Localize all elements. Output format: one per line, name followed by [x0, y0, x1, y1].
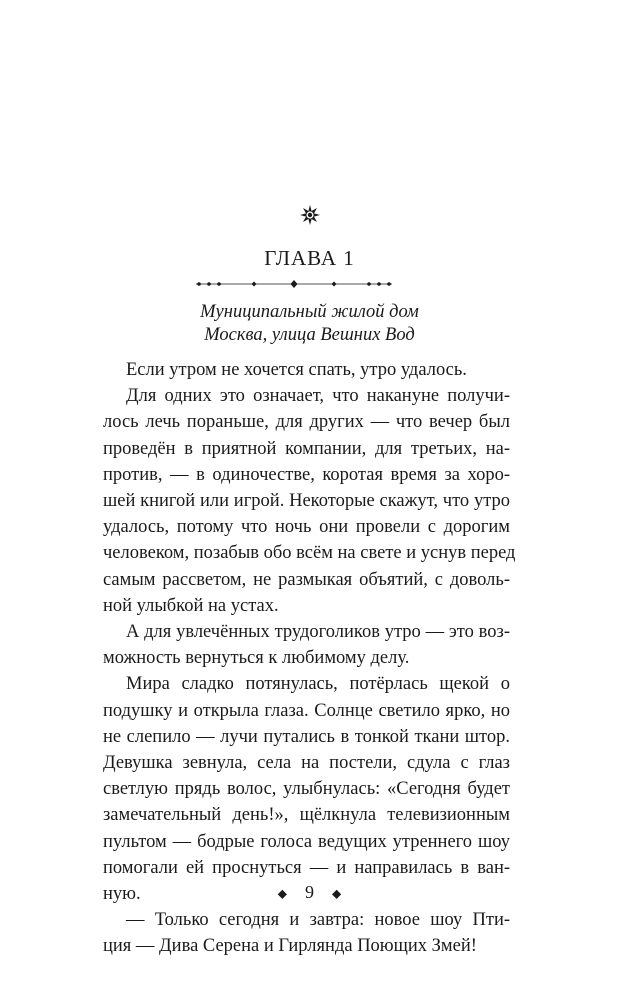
text-line: подушку и открыла глаза. Солнце светило ярко, но [103, 700, 510, 721]
star-ornament-icon [299, 204, 321, 226]
text-line: человеком, позабыв обо всём на свете и уснув перед [103, 543, 516, 564]
chapter-divider [196, 268, 392, 298]
diamond-ornament-icon: ◆ [277, 886, 287, 901]
text-line: ция — Дива Серена и Гирлянда Поющих Змей! [103, 936, 477, 957]
text-line: Если утром не хочется спать, утро удалось. [126, 360, 467, 380]
page-number-value: 9 [305, 882, 314, 902]
paragraph [103, 619, 510, 671]
paragraph [103, 907, 510, 959]
text-line: Девушка зевнула, села на постели, сдула с глаз [103, 753, 510, 774]
text-line: — Только сегодня и завтра: новое шоу Пти- [126, 910, 510, 931]
text-line: проведён в приятной компании, для третьих, на- [103, 438, 510, 459]
body-text [103, 357, 516, 960]
paragraph [103, 357, 510, 383]
text-line: самым рассветом, не размыкая объятий, с доволь- [103, 569, 510, 590]
text-line: замечательный день!», щёлкнула телевизионным [103, 805, 510, 826]
text-line: помогали ей проснуться — и направилась в ван- [103, 857, 510, 878]
text-line: ной улыбкой на устах. [103, 595, 279, 616]
text-line: Для одних это означает, что накануне получи- [126, 386, 510, 407]
subtitle-line: Муниципальный жилой дом [200, 302, 419, 322]
paragraph [103, 671, 510, 907]
page-number [0, 882, 619, 903]
text-line: ную. [103, 884, 141, 905]
paragraph [103, 383, 516, 619]
text-line: шей книгой или игрой. Некоторые скажут, что утро [103, 491, 510, 512]
subtitle-line: Москва, улица Вешних Вод [204, 325, 415, 345]
text-line: А для увлечённых трудоголиков утро — это воз- [126, 622, 510, 643]
text-line: Мира сладко потянулась, потёрлась щекой о [126, 674, 510, 695]
chapter-title: ГЛАВА 1 [264, 246, 355, 270]
text-line: можность вернуться к любимому делу. [103, 648, 410, 669]
text-line: против, — в одиночестве, коротая время за хоро- [103, 464, 510, 485]
text-line: не слепило — лучи путались в тонкой ткани штор. [103, 726, 510, 747]
diamond-ornament-icon: ◆ [332, 886, 342, 901]
text-line: лось лечь пораньше, для других — что вечер был [103, 412, 510, 433]
chapter-subtitle [0, 301, 619, 347]
text-line: пультом — бодрые голоса ведущих утреннего шоу [103, 831, 510, 852]
text-line: удалось, потому что ночь они провели с дорогим [103, 517, 510, 538]
text-line: светлую прядь волос, улыбнулась: «Сегодня будет [103, 779, 510, 800]
star-ornament-icon [0, 204, 619, 230]
